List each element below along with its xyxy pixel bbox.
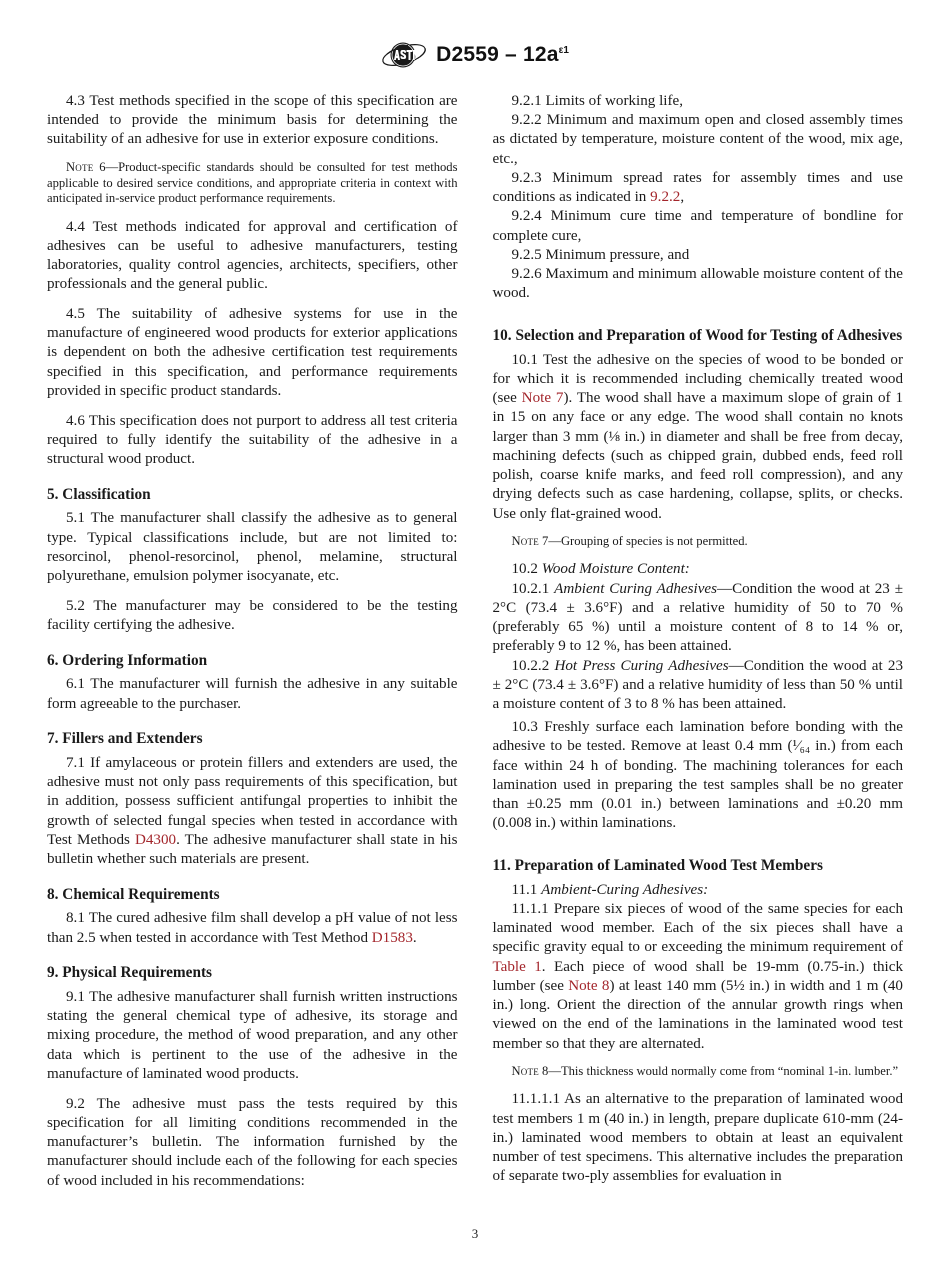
astm-logo-icon: [381, 40, 427, 70]
paragraph-9-2-3-text-before: 9.2.3 Minimum spread rates for assembly times and use conditions as indicated in: [492, 169, 903, 206]
paragraph-8-1: [47, 909, 458, 947]
paragraph-10-2: [493, 560, 904, 579]
paragraph-4-4: 4.4 Test methods indicated for approval and certification of adhesives can be useful to adhesive manufacturers, testing laboratories, quality control agencies, architects, specifiers, other professionals and the general public.: [47, 218, 458, 293]
paragraph-9-2: 9.2 The adhesive must pass the tests required by this specification for all limiting conditions recommended in the manufacturer’s bulletin. The information furnished by the manufacturer should include each of the following for each species of wood included in his recommendations:: [47, 1095, 458, 1189]
paragraph-10-3: 10.3 Freshly surface each lamination before bonding with the adhesive to be tested. Remove at least 0.4 mm (¹⁄₆₄ in.) from each face within 24 h of bonding. The machining tolerances for each lamination used in preparing the test samples shall be no greater than ±0.25 mm (0.01 in.) between laminations and ±0.20 mm (0.008 in.) within laminations.: [492, 719, 903, 832]
paragraph-11-1-1-1: 11.1.1.1 As an alternative to the preparation of laminated wood test members 1 m (40 in.) in length, prepare duplicate 610-mm (24-in.) laminated wood members to obtain at least an equivalent number of test specimens. This alternative includes the preparation of separate two-ply assemblies for evaluation in: [492, 1091, 903, 1185]
paragraph-10-2-2: [493, 657, 904, 715]
paragraph-10-2-1-title: Ambient Curing Adhesives: [554, 580, 717, 597]
note-8-label: Note: [511, 1064, 539, 1079]
paragraph-11-1-1-text-1: 11.1.1 Prepare six pieces of wood of the same species for each laminated wood member. Each of the six pieces shall have a specific gravity equal to or exceeding the minimum requirement of: [492, 900, 903, 956]
paragraph-10-1-text-after: ). The wood shall have a maximum slope of grain of 1 in 15 on any face or any edge. The wood shall contain no knots larger than 3 mm (⅛ in.) in diameter and shall be free from decay, machining defects (such as chipped grain, dubbed ends, feed roll polish, coarse knife marks, and feed roll compression), and any drying defects such as case hardening, collapse, splits, or checks. Use only flat-grained wood.: [492, 390, 903, 522]
paragraph-11-1-title: Ambient-Curing Adhesives:: [541, 881, 709, 898]
paragraph-6-1: 6.1 The manufacturer will furnish the adhesive in any suitable form agreeable to the purchaser.: [47, 676, 458, 712]
note-6-number: 6: [99, 160, 106, 175]
page-number: 3: [471, 1226, 479, 1241]
two-column-body: [47, 92, 903, 1201]
paragraph-5-1: 5.1 The manufacturer shall classify the adhesive as to general type. Typical classifications include, but are not limited to: resorcinol, phenol-resorcinol, phenol, melamine, structural polyurethane, emulsion polymer isocyanate, etc.: [47, 510, 458, 585]
note-8-number: 8: [542, 1064, 549, 1079]
section-heading-5: 5. Classification: [47, 485, 151, 503]
paragraph-10-2-number: 10.2: [511, 561, 542, 578]
section-heading-8: 8. Chemical Requirements: [47, 885, 220, 903]
paragraph-11-1: [493, 881, 904, 900]
note-6-label: Note: [66, 160, 94, 175]
note-7-text: —Grouping of species is not permitted.: [548, 534, 748, 549]
link-d1583[interactable]: D1583: [371, 929, 413, 946]
link-note-7[interactable]: Note 7: [521, 390, 564, 407]
link-note-8[interactable]: Note 8: [568, 977, 610, 994]
page-header: [0, 40, 950, 70]
paragraph-9-1: 9.1 The adhesive manufacturer shall furnish written instructions stating the general chemical type of adhesive, its storage and mixing procedure, the method of wood preparation, and any other data which is pertinent to the use of the adhesive in the manufacture of laminated wood products.: [47, 988, 458, 1082]
note-7-number: 7: [542, 534, 549, 549]
paragraph-11-1-number: 11.1: [511, 881, 542, 898]
section-heading-11: 11. Preparation of Laminated Wood Test Members: [492, 857, 823, 875]
paragraph-9-2-3-text-after: ,: [680, 189, 685, 206]
paragraph-9-2-6: 9.2.6 Maximum and minimum allowable moisture content of the wood.: [492, 266, 903, 302]
link-table-1[interactable]: Table 1: [492, 958, 542, 975]
section-heading-10: 10. Selection and Preparation of Wood for Testing of Adhesives: [492, 327, 903, 345]
paragraph-10-1: [493, 351, 904, 524]
paragraph-10-2-1: [493, 580, 904, 657]
paragraph-4-3: 4.3 Test methods specified in the scope of this specification are intended to provide the minimum basis for determining the suitability of an adhesive for use in exterior exposure conditions.: [47, 93, 458, 148]
section-heading-9: 9. Physical Requirements: [47, 964, 213, 982]
paragraph-9-2-3: [493, 169, 904, 207]
section-heading-6: 6. Ordering Information: [47, 651, 208, 669]
paragraph-10-2-2-number: 10.2.2: [511, 657, 555, 674]
paragraph-9-2-5: 9.2.5 Minimum pressure, and: [511, 246, 690, 263]
paragraph-8-1-text-before: 8.1 The cured adhesive film shall develop a pH value of not less than 2.5 when tested in accordance with Test Method: [47, 910, 458, 946]
note-7: [493, 534, 904, 550]
paragraph-9-2-1: 9.2.1 Limits of working life,: [511, 93, 683, 109]
paragraph-10-2-2-text: —Condition the wood at 23 ± 2°C (73.4 ± 3.6°F) and a relative humidity of less than 50 % until a moisture content of 3 to 8 % has been attained.: [492, 657, 903, 713]
paragraph-9-2-4: 9.2.4 Minimum cure time and temperature of bondline for complete cure,: [492, 208, 903, 244]
standard-designation: [436, 43, 569, 67]
paragraph-9-2-2: 9.2.2 Minimum and maximum open and closed assembly times as dictated by temperature, moisture content of the wood, mix age, etc.,: [492, 112, 903, 167]
right-column: [493, 92, 904, 1201]
note-6-text: —Product-specific standards should be consulted for test methods applicable to desired service conditions, and appropriate criteria in context with anticipated in-service product performance requirements.: [47, 160, 458, 206]
note-7-label: Note: [511, 534, 539, 549]
note-8-text: —This thickness would normally come from “nominal 1-in. lumber.”: [548, 1064, 899, 1079]
paragraph-7-1: [47, 754, 458, 869]
paragraph-11-1-1-text-2: . Each piece of wood shall be 19-mm (0.75-in.) thick lumber (see: [492, 958, 903, 994]
section-heading-7: 7. Fillers and Extenders: [47, 730, 203, 748]
paragraph-7-1-text-after: . The adhesive manufacturer shall state in his bulletin whether such materials are present.: [47, 831, 458, 868]
link-d4300[interactable]: D4300: [134, 831, 177, 848]
paragraph-10-2-2-title: Hot Press Curing Adhesives: [554, 657, 729, 674]
left-column: [47, 92, 458, 1201]
page-footer: [0, 1226, 950, 1242]
paragraph-10-2-1-number: 10.2.1: [511, 580, 555, 597]
paragraph-11-1-1: [493, 900, 904, 1054]
link-9-2-2[interactable]: 9.2.2: [650, 189, 681, 206]
note-6: [47, 160, 458, 207]
paragraph-10-2-title: Wood Moisture Content:: [541, 561, 690, 578]
paragraph-8-1-text-after: .: [412, 929, 417, 946]
paragraph-4-5: 4.5 The suitability of adhesive systems for use in the manufacture of engineered wood products for exterior applications is dependent on both the adhesive certification test requirements specified in this specification, and performance requirements provided in specific product standards.: [47, 305, 458, 399]
paragraph-11-1-1-text-3: ) at least 140 mm (5½ in.) in width and 1 m (40 in.) long. Orient the direction of the annular growth rings when viewed on the end of the laminations in the laminated wood test member so that they are alternated.: [492, 977, 903, 1052]
paragraph-7-1-text-before: 7.1 If amylaceous or protein fillers and extenders are used, the adhesive must not only pass requirements of this specification, but in addition, possess sufficient antifungal properties to inhibit the growth of selected fungal species when tested in accordance with Test Methods: [47, 754, 458, 848]
paragraph-4-6: 4.6 This specification does not purport to address all test criteria required to fully identify the suitability of the adhesive in a structural wood product.: [47, 412, 458, 468]
paragraph-5-2: 5.2 The manufacturer may be considered to be the testing facility certifying the adhesive.: [47, 597, 458, 634]
paragraph-10-1-text-before: 10.1 Test the adhesive on the species of wood to be bonded or for which it is recommended including chemically treated wood (see: [492, 351, 903, 407]
designation-text: D2559 – 12a: [436, 43, 559, 66]
designation-superscript: ε1: [558, 45, 569, 56]
note-8: [493, 1064, 904, 1080]
paragraph-10-2-1-text: —Condition the wood at 23 ± 2°C (73.4 ± 3.6°F) and a relative humidity of 50 to 70 % (preferably 65 %) until a moisture content of 8 to 14 % or, preferably 9 to 12 %, has been attained.: [492, 580, 903, 655]
